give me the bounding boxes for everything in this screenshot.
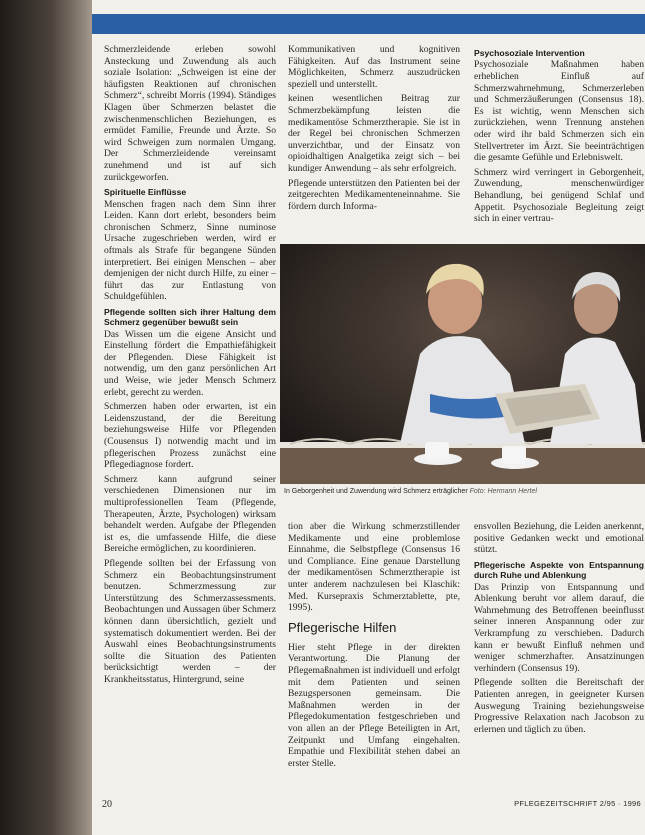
- column-middle-top: [288, 44, 460, 215]
- subheading-entspannung: Pflegerische Aspekte von Entspannung durch Ruhe und Ablenkung: [474, 559, 644, 581]
- photo-credit: Foto: Hermann Hertel: [469, 488, 537, 495]
- paragraph: Schmerz wird verringert in Geborgenheit, Zuwendung, menschenwürdiger Behandlung, bei genügend Schlaf und Appetit. Psychosoziale Begleitung zeigt sich in einer vertrau-: [474, 166, 644, 225]
- column-left: [104, 44, 276, 689]
- paragraph: Pflegende unterstützen den Patienten bei der zeitgerechten Medikamenteneinnahme. Sie fördern durch Informa-: [288, 177, 460, 212]
- column-right-top: [474, 44, 644, 228]
- paragraph: Hier steht Pflege in der direkten Verantwortung. Die Planung der Pflegemaßnahmen ist individuell und erfolgt mit dem Patienten und seinen Bezugspersonen gemeinsam. Die Maßnahmen werden in der Pflegedokumentation festgeschrieben und von allen an der Pflege Beteiligten in Art, Zeitpunkt und Umfang eingehalten. Empathie und Flexibilität stehen dabei an erster Stelle.: [288, 641, 460, 769]
- column-right-bottom: [474, 521, 644, 738]
- paragraph: ensvollen Beziehung, die Leiden anerkennt, positive Gedanken weckt und emotional stützt.: [474, 521, 644, 556]
- paragraph: Psychosoziale Maßnahmen haben erheblichen Einfluß auf Schmerzwahrnehmung, Schmerzerleben und Schmerzäußerungen (Consensus 18). Es ist wichtig, wenn Menschen sich zurückziehen, wenn Trennung anstehen oder wird ihr bald Schmerzen sich ein Stellvertreter im Ärzt. Sie beeinträchtigen die gesamte Gefühle und Erlebniswelt.: [474, 59, 644, 164]
- paragraph: Das Wissen um die eigene Ansicht und Einstellung fördert die Empathiefähigkeit der Pflegenden. Diese Fähigkeit ist notwendig, um den ganz persönlichen Art und Weise, wie jeder Mensch Schmerz erlebt, gerecht zu werden.: [104, 328, 276, 398]
- paragraph: Menschen fragen nach dem Sinn ihrer Leiden. Kann dort erlebt, besonders beim chronischen Schmerz, Sinne numinose Ursache zugeschrieben werden, wird er oftmals als Strafe für begangene Sünden interpretiert. Bei einigen Menschen – aber demjenigen der nicht durch Hilfe, zu einer – führt das zur Entlastung von Schuldgefühlen.: [104, 198, 276, 303]
- subheading-psychosoziale-intervention: Psychosoziale Intervention: [474, 48, 585, 58]
- subheading-spirituelle-einfluesse: Spirituelle Einflüsse: [104, 187, 187, 198]
- paragraph: Schmerzen haben oder erwarten, ist ein Leidenszustand, der die Bereitung beziehungsweise Hilfe vor Pflegenden (Cousensus I) notwendig macht und im pflegerischen Prozess zunächst eine Pflegediagnose fordert.: [104, 401, 276, 471]
- magazine-spine: [0, 0, 92, 835]
- photo-nurse-and-elderly-woman: [280, 244, 645, 484]
- paragraph: Schmerz kann aufgrund seiner verschiedenen Dimensionen nur im multiprofessionellen Team (Pflegende, Therapeuten, Ärzte, Psychologen) wirksam behandelt werden. Aufgabe der Pflegenden ist es, die umfassende Hilfe, die diese Bereiche ermöglichen, zu koordinieren.: [104, 473, 276, 555]
- paragraph: tion aber die Wirkung schmerzstillender Medikamente und eine problemlose Einnahme, die Selbstpflege (Consensus 16 und Compliance. Eine genaue Darstellung der medikamentösen Schmerztherapie ist unter anderem nachzulesen bei Klaschik: Med. Kursepraxis Schmerztablette, pte, 1995).: [288, 521, 460, 614]
- paragraph: Schmerzleidende erleben sowohl Ansteckung und Zuwendung als auch soziale Isolation: „Schweigen ist eine der häufigsten Reaktionen auf chronischen Schmerz“, schreibt Morris (1994). Ständiges Klagen über Schmerzen belastet die zwischenmenschlichen Beziehungen, es ermüdet Familie, Freunde und Ärzte. So wird Schweigen zum normalen Umgang. Der Schmerzleidende vereinsamt zunehmend und ist auf sich zurückgeworfen.: [104, 44, 276, 183]
- header-accent-bar: [92, 14, 645, 34]
- magazine-page: [92, 0, 645, 835]
- heading-pflegerische-hilfen: Pflegerische Hilfen: [288, 619, 397, 635]
- caption-text: In Geborgenheit und Zuwendung wird Schmerz erträglicher: [284, 488, 468, 495]
- photo-caption: [284, 487, 644, 496]
- paragraph: Kommunikativen und kognitiven Fähigkeiten. Auf das Instrument seine Möglichkeiten, Schmerz auszudrücken speziell und unterstellt.: [288, 44, 460, 90]
- journal-footer: PFLEGEZEITSCHRIFT 2/95 · 1996: [514, 799, 641, 808]
- paragraph: Pflegende sollten bei der Erfassung von Schmerz ein Beobachtungsinstrument benutzen. Schmerzmessung zur Unterstützung des Schmerzassessments. Beobachtungen und Aussagen über Schmerz können dann übersichtlich, gezielt und systematisch dokumentiert werden. Bei der Auswahl eines Beobachtungsinstruments sollte die Situation des Patienten berücksichtigt werden – der Krankheitsstatus, Hintergrund, seine: [104, 557, 276, 685]
- page-number: 20: [102, 799, 112, 810]
- paragraph: keinen wesentlichen Beitrag zur Schmerzbekämpfung leisten die medikamentöse Schmerztherapie. Sie ist in der Regel bei chronischen Schmerzen unverzichtbar, und der Einsatz von opioidhaltigen Analgetika zeigt sich – bei kundiger Anwendung – als sehr erfolgreich.: [288, 93, 460, 174]
- paragraph: Das Prinzip von Entspannung und Ablenkung beruht vor allem darauf, die Wahrnehmung des Betroffenen beeinflusst seiner inneren Anspannung oder zur Verkrampfung zu verschieben. Dadurch kann er bewußt Einfluß nehmen und weniger schmerzhafter. Ansatzinungen verhindern (Consensus 19).: [474, 581, 644, 674]
- column-middle-bottom: [288, 521, 460, 772]
- paragraph: Pflegende sollten die Bereitschaft der Patienten anregen, in geeigneter Kursen Auswegung Training beziehungsweise Progressive Relaxation nach Jacobson zu erlernen und täglich zu üben.: [474, 677, 644, 735]
- subheading-haltung: Pflegende sollten sich ihrer Haltung dem Schmerz gegenüber bewußt sein: [104, 306, 276, 328]
